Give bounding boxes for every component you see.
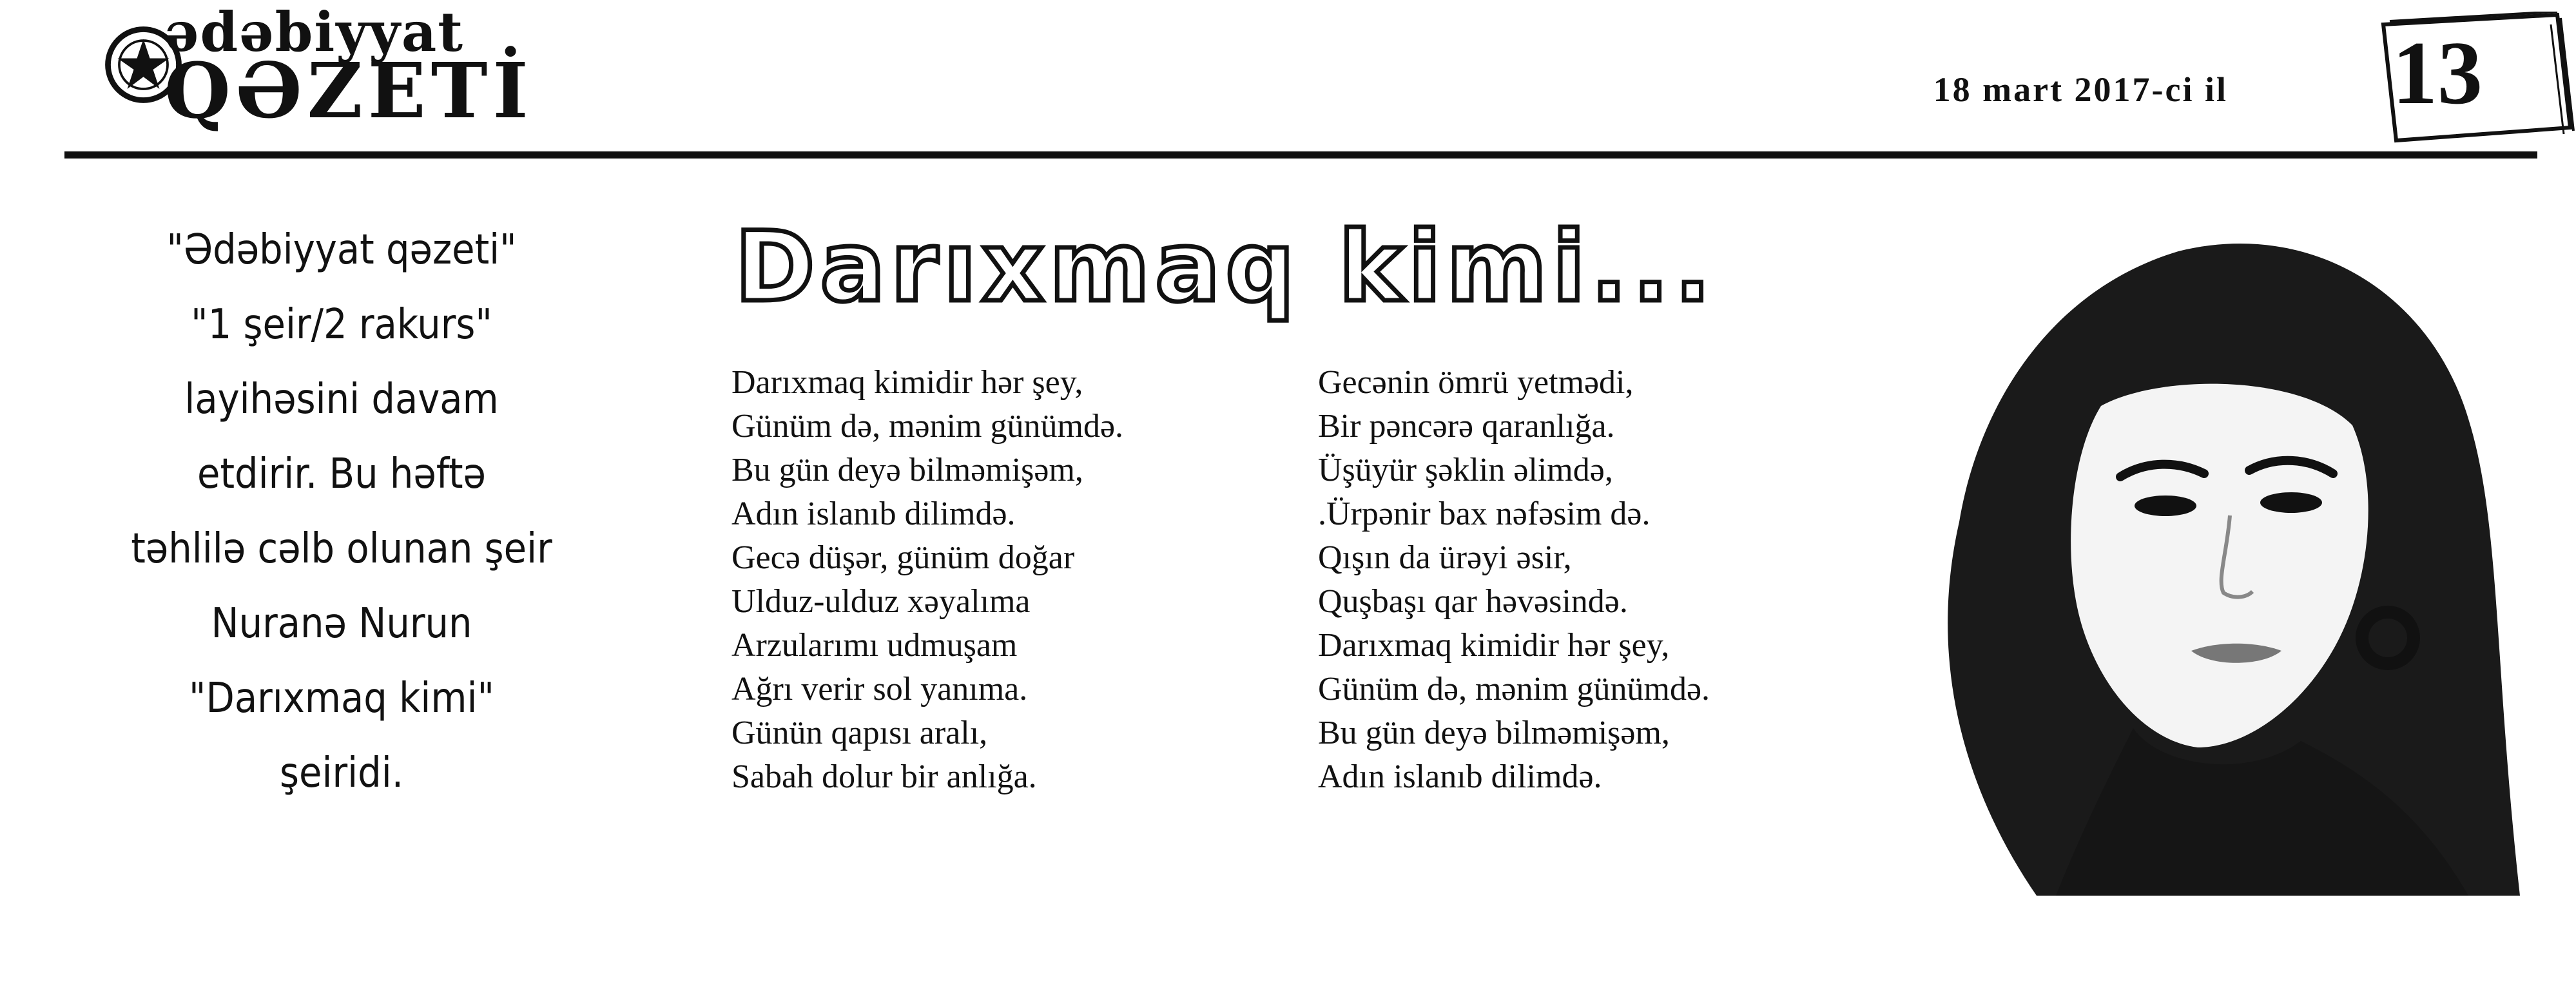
intro-line: Nuranə Nurun bbox=[211, 600, 472, 648]
poem-line: Darıxmaq kimidir hər şey, bbox=[731, 364, 1083, 401]
intro-text bbox=[61, 213, 622, 811]
poem-line: .Ürpənir bax nəfəsim də. bbox=[1318, 496, 1651, 532]
poem-line: Quşbaşı qar həvəsində. bbox=[1318, 583, 1628, 620]
portrait-eye-right bbox=[2260, 492, 2322, 513]
poem-line: Günün qapısı aralı, bbox=[731, 715, 988, 751]
poem-line: Gecənin ömrü yetmədi, bbox=[1318, 364, 1634, 401]
poem-line: Qışın da ürəyi əsir, bbox=[1318, 539, 1572, 576]
poem-line: Ulduz-ulduz xəyalıma bbox=[731, 583, 1031, 620]
poem-column-left bbox=[731, 361, 1260, 799]
page-number: 13 bbox=[2392, 23, 2483, 123]
newspaper-logo bbox=[103, 0, 534, 135]
intro-line: "Ədəbiyyat qəzeti" bbox=[166, 226, 517, 274]
poem-line: Arzularımı udmuşam bbox=[731, 627, 1018, 664]
author-portrait bbox=[1888, 213, 2546, 902]
poem-line: Ağrı verir sol yanıma. bbox=[731, 671, 1028, 707]
logo-wordmark-bottom: QƏZETİ bbox=[164, 46, 534, 135]
issue-date: 18 mart 2017-ci il bbox=[1933, 70, 2228, 109]
poem-line: Günüm də, mənim günümdə. bbox=[1318, 671, 1710, 707]
poem-line: Bu gün deyə bilməmişəm, bbox=[731, 452, 1083, 488]
poem-line: Adın islanıb dilimdə. bbox=[731, 496, 1016, 532]
poem-line: Günüm də, mənim günümdə. bbox=[731, 408, 1124, 445]
poem-title: Darıxmaq kimi... bbox=[735, 211, 1716, 323]
intro-line: "Darıxmaq kimi" bbox=[189, 675, 494, 722]
poem-line: Sabah dolur bir anlığa. bbox=[731, 758, 1037, 795]
poem-line: Bu gün deyə bilməmişəm, bbox=[1318, 715, 1670, 751]
poem-line: Adın islanıb dilimdə. bbox=[1318, 758, 1602, 795]
intro-line: layihəsini davam bbox=[184, 376, 499, 423]
poem-line: Darıxmaq kimidir hər şey, bbox=[1318, 627, 1670, 664]
poem-line: Bir pəncərə qaranlığa. bbox=[1318, 408, 1615, 445]
header-divider bbox=[64, 151, 2537, 159]
poem-line: Üşüyür şəklin əlimdə, bbox=[1318, 452, 1613, 488]
portrait-eye-left bbox=[2135, 496, 2196, 516]
intro-line: etdirir. Bu həftə bbox=[197, 450, 486, 498]
intro-line: "1 şeir/2 rakurs" bbox=[191, 301, 492, 349]
poem-column-right bbox=[1318, 361, 1898, 799]
logo-wordmark-top: ədəbiyyat bbox=[164, 0, 465, 64]
intro-line: təhlilə cəlb olunan şeir bbox=[131, 525, 552, 573]
poem-line: Gecə düşər, günüm doğar bbox=[731, 539, 1075, 576]
intro-line: şeiridi. bbox=[280, 749, 403, 797]
